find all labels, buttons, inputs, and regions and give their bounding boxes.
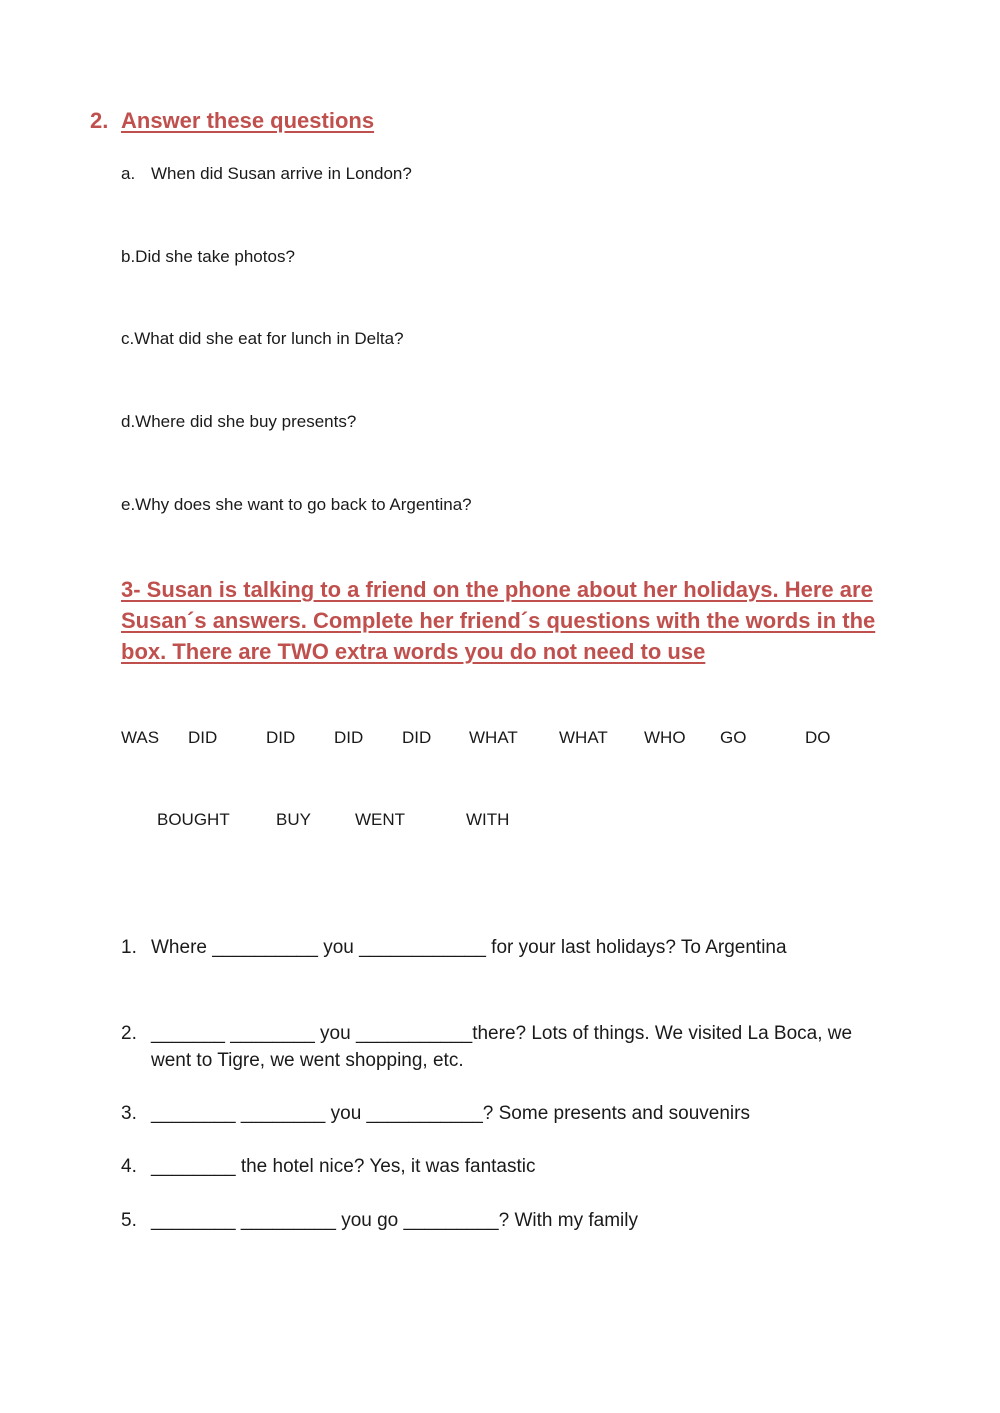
exercise-number: 2.	[121, 1023, 137, 1044]
question-d: d.Where did she buy presents?	[121, 412, 357, 431]
question-c: c.What did she eat for lunch in Delta?	[121, 329, 404, 348]
section3-instructions	[121, 574, 951, 667]
question-b: b.Did she take photos?	[121, 247, 295, 266]
word-box-item: WITH	[466, 810, 510, 829]
section2-title-text: Answer these questions	[121, 108, 375, 133]
word-box-item: WENT	[355, 810, 406, 829]
exercise-number: 3.	[121, 1103, 137, 1124]
word-box-item: DID	[266, 728, 296, 747]
section2-title	[121, 108, 374, 134]
exercise-item-2-line-1: _______ ________ you ___________there? Lots of things. We visited La Boca, we	[151, 1023, 853, 1044]
word-box-item: DID	[402, 728, 432, 747]
word-box-item: DID	[334, 728, 364, 747]
section3-line-3: box. There are TWO extra words you do not need to use	[121, 639, 706, 664]
question-e: e.Why does she want to go back to Argentina?	[121, 495, 472, 514]
word-box-item: WHAT	[559, 728, 608, 747]
word-box-item: GO	[720, 728, 747, 747]
question-a-label: a.	[121, 164, 136, 183]
exercise-item-5: ________ _________ you go _________? With my family	[151, 1210, 638, 1231]
word-box-item: WHO	[644, 728, 686, 747]
exercise-number: 4.	[121, 1156, 137, 1177]
question-a: When did Susan arrive in London?	[151, 164, 412, 183]
exercise-item-3: ________ ________ you ___________? Some presents and souvenirs	[151, 1103, 750, 1124]
word-box-item: WAS	[121, 728, 160, 747]
word-box-item: DID	[188, 728, 218, 747]
word-box-item: WHAT	[469, 728, 518, 747]
exercise-item-1: Where __________ you ____________ for your last holidays? To Argentina	[151, 937, 787, 958]
section3-line-2: Susan´s answers. Complete her friend´s questions with the words in the	[121, 608, 876, 633]
section2-number: 2.	[90, 108, 109, 133]
exercise-number: 1.	[121, 937, 137, 958]
word-box-item: DO	[805, 728, 831, 747]
word-box-item: BOUGHT	[157, 810, 230, 829]
section3-line-1: 3- Susan is talking to a friend on the phone about her holidays. Here are	[121, 577, 873, 602]
word-box-item: BUY	[276, 810, 311, 829]
exercise-number: 5.	[121, 1210, 137, 1231]
exercise-item-4: ________ the hotel nice? Yes, it was fantastic	[151, 1156, 536, 1177]
exercise-item-2-line-2: went to Tigre, we went shopping, etc.	[151, 1050, 464, 1071]
